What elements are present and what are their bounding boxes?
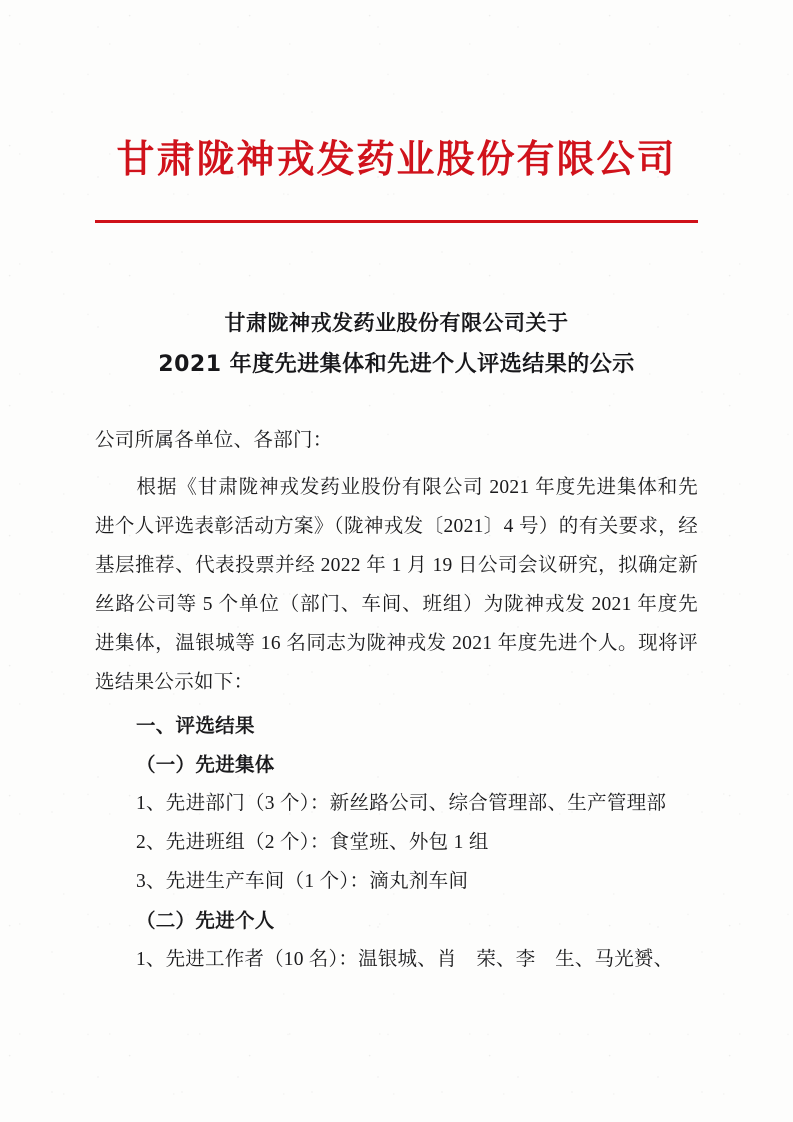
subsection-heading-collectives: （一）先进集体 — [135, 752, 275, 776]
list-item: 1、先进部门（3 个）：新丝路公司、综合管理部、生产管理部 — [135, 792, 667, 814]
list-item: 3、先进生产车间（1 个）：滴丸剂车间 — [135, 870, 469, 892]
list-item: 2、先进班组（2 个）：食堂班、外包 1 组 — [135, 831, 489, 853]
section-heading-results: 一、评选结果 — [135, 713, 255, 737]
letterhead-divider — [95, 220, 698, 223]
list-item: 1、先进工作者（10 名）：温银城、肖 荣、李 生、马光赟、 — [135, 948, 674, 970]
document-body — [95, 421, 698, 979]
paragraph-intro — [95, 468, 698, 702]
salutation: 公司所属各单位、各部门： — [95, 429, 333, 451]
letterhead — [95, 0, 698, 223]
title-line-1: 甘肃陇神戎发药业股份有限公司关于 — [224, 310, 569, 335]
subsection-heading-individuals: （二）先进个人 — [135, 908, 275, 932]
title-line-2: 2021 年度先进集体和先进个人评选结果的公示 — [158, 351, 635, 377]
paragraph-intro-text: 根据《甘肃陇神戎发药业股份有限公司 2021 年度先进集体和先进个人评选表彰活动方案》（陇神戎发〔2021〕4 号）的有关要求，经基层推荐、代表投票并经 2022 年 1 月 19 日公司会议研究，拟确定新丝路公司等 5 个单位（部门、车间、班组）为陇神戎发 2021 年度先进集体，温银城等 16 名同志为陇神戎发 2021 年度先进个人。现将评选结果公示如下： — [95, 476, 698, 693]
company-name: 甘肃陇神戎发药业股份有限公司 — [116, 137, 677, 181]
page-title — [95, 303, 698, 387]
